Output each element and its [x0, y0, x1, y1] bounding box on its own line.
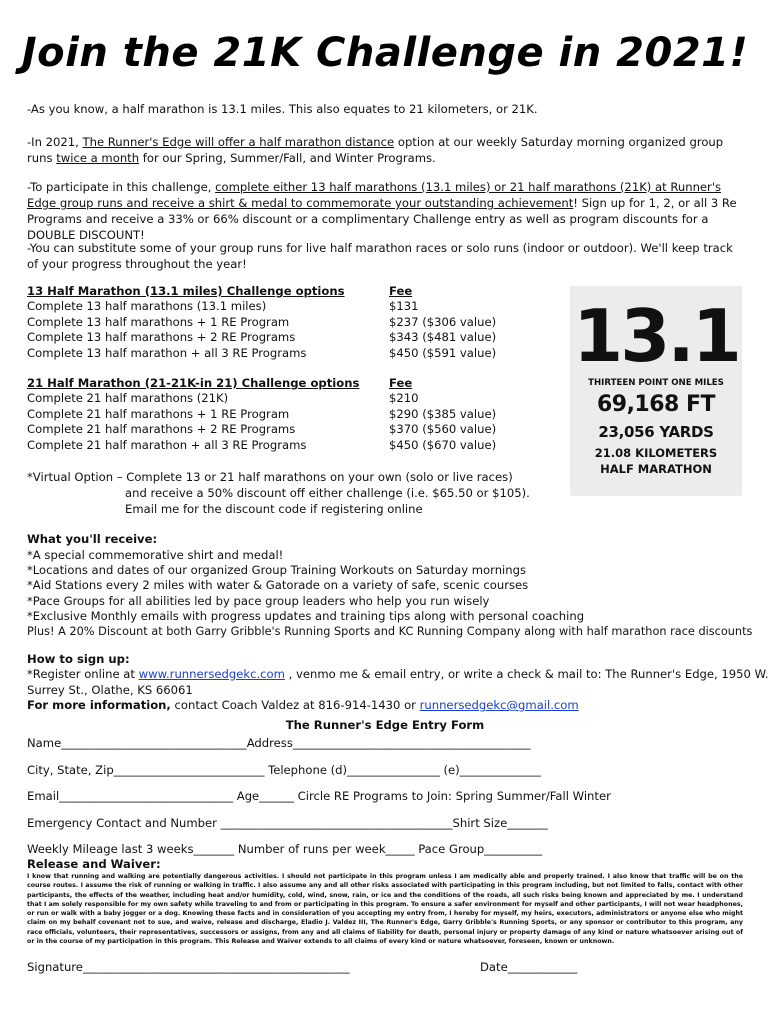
half-marathon-badge — [570, 286, 742, 496]
option-row: Complete 13 half marathons (13.1 miles) — [27, 299, 267, 314]
fees-21-list — [389, 376, 496, 453]
fee-value: $210 — [389, 391, 419, 406]
virtual-option-line: Email me for the discount code if registering online — [125, 502, 423, 516]
text: , venmo me & email entry, or write a check & mail to: The Runner's Edge, 1950 W. — [284, 667, 769, 681]
fee-value: $343 ($481 value) — [389, 330, 497, 345]
form-row-city-phone[interactable]: City, State, Zip__________________________ Telephone (d)________________ (e)______________ — [27, 763, 541, 777]
form-row-email-age-programs[interactable]: Email______________________________ Age______ Circle RE Programs to Join: Spring Summer/Fall Winter — [27, 789, 611, 803]
underlined-text: twice a month — [56, 151, 140, 165]
badge-line: 69,168 FT — [596, 392, 716, 417]
fee-value: $370 ($560 value) — [389, 422, 497, 437]
badge-line: THIRTEEN POINT ONE MILES — [588, 378, 724, 388]
substitute-paragraph: -You can substitute some of your group runs for live half marathon races or solo runs (indoor or outdoor). We'll keep track of your progress throughout the year! — [27, 241, 733, 271]
page-title: Join the 21K Challenge in 2021! — [21, 30, 749, 76]
underlined-text: complete either 13 half marathons (13.1 miles) or 21 half marathons (21K) at Runner's Edge group runs and receive a shirt & medal to commemorate your outstanding achievement — [27, 180, 722, 210]
fee-value: $450 ($670 value) — [389, 437, 497, 452]
option-row: Complete 13 half marathons + 1 RE Program — [27, 314, 290, 329]
badge-number: 13.1 — [573, 294, 739, 378]
form-row-emergency-shirt[interactable]: Emergency Contact and Number ________________________________________Shirt Size_______ — [27, 816, 548, 830]
option-row: Complete 21 half marathons + 2 RE Programs — [27, 422, 296, 437]
text: ! Sign up for 1, 2, or all 3 Re Programs and receive a 33% or 66% discount or a complimentary Challenge entry as well as program discounts for a DOUBLE DISCOUNT! — [27, 196, 737, 242]
receive-item: *Pace Groups for all abilities led by pace group leaders who help you run wisely — [27, 594, 490, 608]
fee-value: $131 — [389, 299, 419, 314]
program-paragraph — [27, 134, 747, 166]
option-row: Complete 21 half marathon + all 3 RE Programs — [27, 437, 307, 452]
option-row: Complete 13 half marathons + 2 RE Programs — [27, 330, 296, 345]
badge-line: 21.08 KILOMETERS — [594, 446, 718, 460]
email-link[interactable]: runnersedgekc@gmail.com — [419, 698, 579, 712]
form-title: The Runner's Edge Entry Form — [285, 718, 485, 732]
fee-value: $237 ($306 value) — [389, 314, 497, 329]
date-field[interactable]: Date____________ — [480, 960, 578, 974]
text: contact Coach Valdez at 816-914-1430 or — [170, 698, 420, 712]
options-13-list — [27, 284, 345, 361]
form-row-name-address[interactable]: Name________________________________Address_________________________________________ — [27, 736, 531, 750]
fee-header: Fee — [389, 284, 413, 298]
virtual-option-line: *Virtual Option – Complete 13 or 21 half marathons on your own (solo or live races) — [27, 470, 513, 484]
receive-item: *Aid Stations every 2 miles with water & Gatorade on a variety of safe, scenic courses — [27, 578, 529, 592]
contact-line — [27, 697, 579, 713]
release-header: Release and Waiver: — [27, 857, 161, 871]
intro-paragraph: -As you know, a half marathon is 13.1 miles. This also equates to 21 kilometers, or 21K. — [27, 102, 538, 116]
release-waiver-text: I know that running and walking are potentially dangerous activities. I should not participate in this program unless I am medically able and properly trained. I also know that traffic will be on the course routes. I assume the risk of running or walking in traffic. I also assume any and all other risks associated with participating in this program including, but not limited to falls, contact with other participants, the effects of the weather, including heat and/or humidity, cold, wind, snow, rain, or ice and the conditions of the roads, all such risks being known and appreciated by me. I understand that I am solely responsible for my own safety while traveling to and from or participating in this program. To ensure a safer environment for myself and other participants, I will not wear headphones, or run or walk with a baby jogger or a dog. Knowing these facts and in consideration of you accepting my entry from, I hereby for myself, my heirs, executors, administrators or anyone else who might claim on my behalf covenant not to sue, and waive, release and discharge, Eladio J. Valdez III, The Runner's Edge, Garry Gribble's Running Sports, or any sponsor or contributor to this program, any race officials, volunteers, their representatives, successors or assigns, from any and all claims of liability for death, personal injury or property damage of any kind or nature whatsoever arising out of or in the course of my participation in this program. This Release and Waiver extends to all claims of every kind or nature whatsoever, foreseen, known or unknown. — [27, 873, 743, 946]
text: -In 2021, — [27, 135, 83, 149]
options-21-list — [27, 376, 359, 453]
text: For more information, — [27, 698, 171, 712]
badge-line: HALF MARATHON — [600, 462, 712, 476]
options-21-header: 21 Half Marathon (21-21K-in 21) Challenge options — [27, 376, 360, 390]
form-row-mileage-pace[interactable]: Weekly Mileage last 3 weeks_______ Number of runs per week_____ Pace Group__________ — [27, 842, 543, 856]
website-link[interactable]: www.runnersedgekc.com — [138, 667, 285, 681]
text: -To participate in this challenge, — [27, 180, 216, 194]
option-row: Complete 21 half marathons + 1 RE Program — [27, 406, 290, 421]
underlined-text: The Runner's Edge will offer a half marathon distance — [82, 135, 395, 149]
option-row: Complete 13 half marathon + all 3 RE Programs — [27, 345, 307, 360]
receive-item: *Exclusive Monthly emails with progress updates and training tips along with personal coaching — [27, 609, 585, 623]
virtual-option-line: and receive a 50% discount off either challenge (i.e. $65.50 or $105). — [125, 486, 530, 500]
badge-line: 23,056 YARDS — [598, 423, 714, 441]
text: option at our weekly Saturday morning organized group runs — [27, 135, 724, 165]
fee-value: $450 ($591 value) — [389, 345, 497, 360]
receive-item: Plus! A 20% Discount at both Garry Gribble's Running Sports and KC Running Company along with half marathon race discounts — [27, 625, 753, 638]
options-13-header: 13 Half Marathon (13.1 miles) Challenge options — [27, 284, 345, 298]
challenge-paragraph — [27, 179, 747, 243]
fees-13-list — [389, 284, 496, 361]
receive-item: *Locations and dates of our organized Group Training Workouts on Saturday mornings — [27, 563, 527, 577]
fee-header: Fee — [389, 376, 413, 390]
signature-field[interactable]: Signature______________________________________________ — [27, 960, 350, 974]
fee-value: $290 ($385 value) — [389, 406, 497, 421]
signup-line — [27, 666, 768, 682]
signup-address: Surrey St., Olathe, KS 66061 — [27, 683, 193, 697]
option-row: Complete 21 half marathons (21K) — [27, 391, 229, 406]
receive-item: *A special commemorative shirt and medal! — [27, 548, 284, 562]
text: *Register online at — [27, 667, 139, 681]
text: for our Spring, Summer/Fall, and Winter Programs. — [139, 151, 436, 165]
receive-header: What you'll receive: — [27, 532, 158, 546]
signup-header: How to sign up: — [27, 652, 130, 666]
